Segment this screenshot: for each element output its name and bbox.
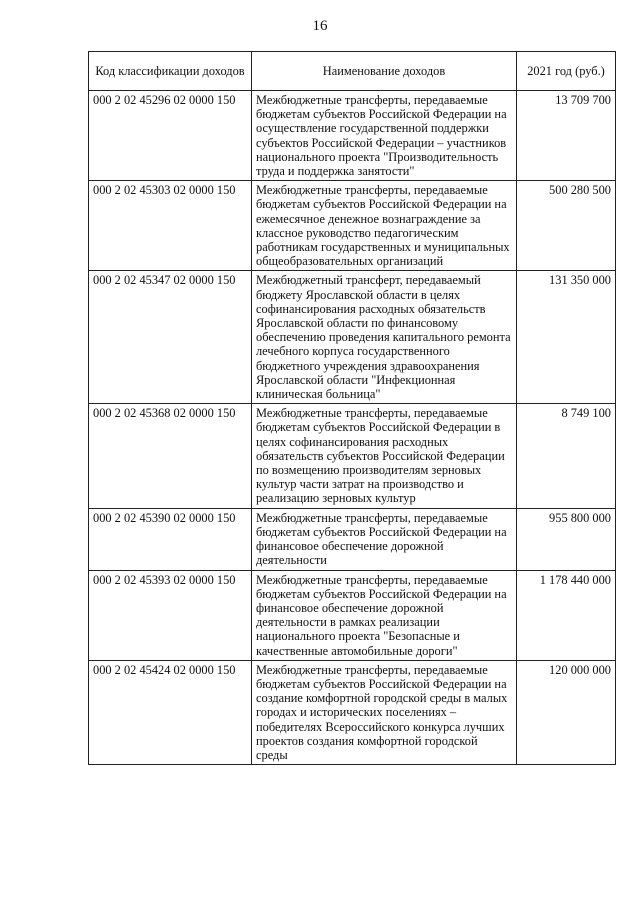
row-name: Межбюджетный трансферт, передаваемый бюджету Ярославской области в целях софинансирования расходных обязательств Ярославской области по финансовому обеспечению проведения капитального ремонта лечебного корпуса государственного бюджетного учреждения здравоохранения Ярославской области "Инфекционная клиническая больница"	[252, 271, 517, 404]
row-amount: 131 350 000	[517, 271, 616, 404]
table-row	[89, 404, 616, 508]
page-number: 16	[312, 18, 328, 34]
row-code: 000 2 02 45390 02 0000 150	[89, 508, 252, 570]
row-name: Межбюджетные трансферты, передаваемые бюджетам субъектов Российской Федерации на финансовое обеспечение дорожной деятельности	[252, 508, 517, 570]
table-row	[89, 91, 616, 181]
row-code: 000 2 02 45424 02 0000 150	[89, 660, 252, 764]
row-name: Межбюджетные трансферты, передаваемые бюджетам субъектов Российской Федерации на осуществление государственной поддержки субъектов Российской Федерации – участников национального проекта "Производительность труда и поддержка занятости"	[252, 91, 517, 181]
header-amount: 2021 год (руб.)	[517, 52, 616, 91]
row-amount: 13 709 700	[517, 91, 616, 181]
row-amount: 500 280 500	[517, 181, 616, 271]
revenue-table	[88, 51, 616, 765]
row-name: Межбюджетные трансферты, передаваемые бюджетам субъектов Российской Федерации на финансовое обеспечение дорожной деятельности в рамках реализации национального проекта "Безопасные и качественные автомобильные дороги"	[252, 570, 517, 660]
table-header-row	[89, 52, 616, 91]
table-row	[89, 570, 616, 660]
header-code: Код классификации доходов	[89, 52, 252, 91]
row-code: 000 2 02 45347 02 0000 150	[89, 271, 252, 404]
row-amount: 8 749 100	[517, 404, 616, 508]
row-name: Межбюджетные трансферты, передаваемые бюджетам субъектов Российской Федерации в целях софинансирования расходных обязательств субъектов Российской Федерации по возмещению производителям зерновых культур части затрат на производство и реализацию зерновых культур	[252, 404, 517, 508]
table-row	[89, 508, 616, 570]
table-row	[89, 181, 616, 271]
row-code: 000 2 02 45393 02 0000 150	[89, 570, 252, 660]
row-code: 000 2 02 45368 02 0000 150	[89, 404, 252, 508]
row-code: 000 2 02 45296 02 0000 150	[89, 91, 252, 181]
table-row	[89, 271, 616, 404]
row-amount: 120 000 000	[517, 660, 616, 764]
row-amount: 955 800 000	[517, 508, 616, 570]
row-name: Межбюджетные трансферты, передаваемые бюджетам субъектов Российской Федерации на ежемесячное денежное вознаграждение за классное руководство педагогическим работникам государственных и муниципальных общеобразовательных организаций	[252, 181, 517, 271]
row-amount: 1 178 440 000	[517, 570, 616, 660]
table-row	[89, 660, 616, 764]
header-name: Наименование доходов	[252, 52, 517, 91]
row-name: Межбюджетные трансферты, передаваемые бюджетам субъектов Российской Федерации на создание комфортной городской среды в малых городах и исторических поселениях – победителях Всероссийского конкурса лучших проектов создания комфортной городской среды	[252, 660, 517, 764]
row-code: 000 2 02 45303 02 0000 150	[89, 181, 252, 271]
